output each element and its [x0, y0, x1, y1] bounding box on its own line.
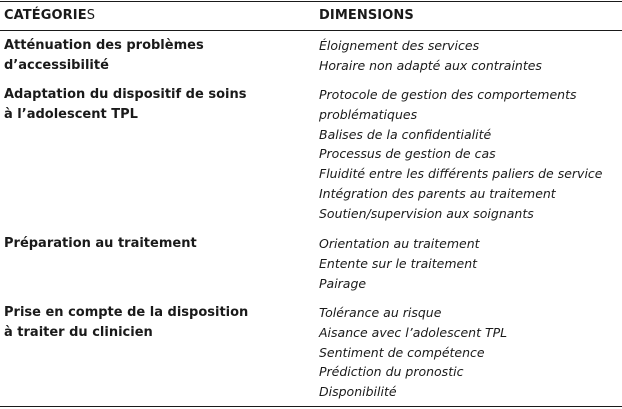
column-header-categories-tail: S — [86, 8, 96, 23]
column-header-dimensions: DIMENSIONS — [319, 8, 414, 23]
column-header-categories-main: CATÉGORIE — [4, 8, 87, 23]
dimension-item: Sentiment de compétence — [319, 344, 485, 360]
dimension-item: Balises de la confidentialité — [319, 126, 492, 142]
table-bottom-rule — [0, 406, 622, 407]
category-line: à traiter du clinicien — [4, 324, 153, 340]
dimension-item: Protocole de gestion des comportements — [319, 87, 577, 102]
category-cell — [4, 85, 304, 124]
category-line: Prise en compte de la disposition — [4, 305, 249, 320]
category-line: à l’adolescent TPL — [4, 106, 138, 122]
table-header-rule — [0, 30, 622, 31]
column-header-categories — [4, 8, 95, 23]
dimension-item: Prédiction du pronostic — [319, 364, 464, 380]
table-top-rule — [0, 1, 622, 2]
category-line: Adaptation du dispositif de soins — [4, 87, 247, 102]
dimension-item: Entente sur le traitement — [319, 255, 478, 271]
category-line: Atténuation des problèmes — [4, 38, 204, 53]
dimension-item: Fluidité entre les différents paliers de service — [319, 166, 603, 182]
category-cell — [4, 234, 304, 254]
dimensions-list — [319, 36, 619, 76]
dimension-item: Éloignement des services — [319, 38, 480, 53]
dimension-item: Aisance avec l’adolescent TPL — [319, 324, 508, 340]
dimensions-list — [319, 85, 619, 224]
dimension-item: Pairage — [319, 275, 367, 291]
category-line: d’accessibilité — [4, 57, 109, 73]
dimension-item: Soutien/supervision aux soignants — [319, 205, 534, 221]
dimension-item: Disponibilité — [319, 384, 397, 400]
dimensions-list — [319, 234, 619, 293]
category-cell — [4, 36, 304, 75]
dimension-item: Processus de gestion de cas — [319, 146, 496, 162]
category-cell — [4, 303, 304, 342]
dimension-item: problématiques — [319, 106, 418, 122]
category-line: Préparation au traitement — [4, 236, 197, 251]
dimension-item: Orientation au traitement — [319, 236, 480, 251]
dimension-item: Horaire non adapté aux contraintes — [319, 57, 542, 73]
dimension-item: Tolérance au risque — [319, 305, 442, 320]
dimension-item: Intégration des parents au traitement — [319, 185, 556, 201]
dimensions-list — [319, 303, 619, 402]
